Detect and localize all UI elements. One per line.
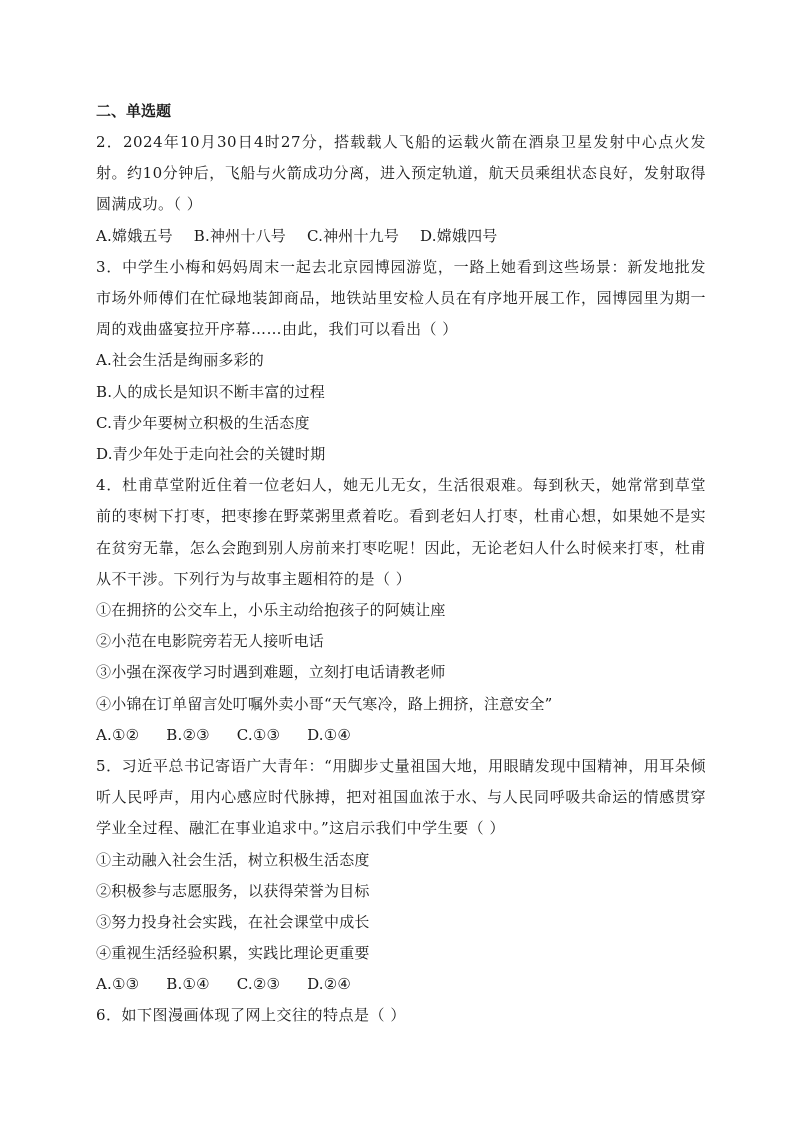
question-stem: 5．习近平总书记寄语广大青年：“用脚步丈量祖国大地，用眼睛发现中国精神，用耳朵倾听人民呼声，用内心感应时代脉搏，把对祖国血浓于水、与人民同呼吸共命运的情感贯穿学业全过程、融汇在事业追求中。”这启示我们中学生要（ ） xyxy=(96,756,706,838)
option-c[interactable]: C.①③ xyxy=(236,725,281,744)
statement-4: ④小锦在订单留言处叮嘱外卖小哥“天气寒冷，路上拥挤，注意安全” xyxy=(96,694,553,713)
statement-3: ③小强在深夜学习时遇到难题，立刻打电话请教老师 xyxy=(96,663,446,682)
question-5 xyxy=(96,751,706,1001)
options-row xyxy=(96,969,706,1000)
statement-3: ③努力投身社会实践，在社会课堂中成长 xyxy=(96,912,370,931)
option-b[interactable]: B.人的成长是知识不断丰富的过程 xyxy=(96,382,325,401)
option-d[interactable]: D.①④ xyxy=(307,725,352,744)
option-b[interactable]: B.②③ xyxy=(166,725,210,744)
question-3 xyxy=(96,252,706,470)
question-2 xyxy=(96,127,706,252)
document-page xyxy=(96,96,706,1032)
option-d[interactable]: D.②④ xyxy=(307,975,352,994)
section-title: 二、单选题 xyxy=(96,102,172,120)
option-a[interactable]: A.①② xyxy=(96,725,140,744)
option-c[interactable]: C.青少年要树立积极的生活态度 xyxy=(96,413,310,432)
statement-1: ①主动融入社会生活，树立积极生活态度 xyxy=(96,850,370,869)
question-stem: 3．中学生小梅和妈妈周末一起去北京园博园游览，一路上她看到这些场景：新发地批发市场外师傅们在忙碌地装卸商品，地铁站里安检人员在有序地开展工作，园博园里为期一周的戏曲盛宴拉开序幕……由此，我们可以看出（ ） xyxy=(96,257,706,339)
option-b[interactable]: B.①④ xyxy=(166,975,210,994)
question-stem: 4．杜甫草堂附近住着一位老妇人，她无儿无女，生活很艰难。每到秋天，她常常到草堂前的枣树下打枣，把枣掺在野菜粥里煮着吃。看到老妇人打枣，杜甫心想，如果她不是实在贫穷无靠，怎么会跑到别人房前来打枣吃呢！因此，无论老妇人什么时候来打枣，杜甫从不干涉。下列行为与故事主题相符的是（ ） xyxy=(96,476,706,588)
statement-4: ④重视生活经验积累，实践比理论更重要 xyxy=(96,944,370,963)
options-row xyxy=(96,221,706,252)
option-b[interactable]: B.神州十八号 xyxy=(193,226,286,245)
option-c[interactable]: C.神州十九号 xyxy=(306,226,400,245)
option-a[interactable]: A.嫦娥五号 xyxy=(96,226,173,245)
option-c[interactable]: C.②③ xyxy=(236,975,281,994)
question-6 xyxy=(96,1000,706,1031)
option-d[interactable]: D.青少年处于走向社会的关键时期 xyxy=(96,444,326,463)
options-row xyxy=(96,720,706,751)
statement-2: ②小范在电影院旁若无人接听电话 xyxy=(96,632,325,651)
question-4 xyxy=(96,470,706,751)
option-a[interactable]: A.①③ xyxy=(96,975,140,994)
statement-1: ①在拥挤的公交车上，小乐主动给抱孩子的阿姨让座 xyxy=(96,600,446,619)
option-d[interactable]: D.嫦娥四号 xyxy=(420,226,498,245)
question-stem: 2．2024年10月30日4时27分，搭载载人飞船的运载火箭在酒泉卫星发射中心点火发射。约10分钟后，飞船与火箭成功分离，进入预定轨道，航天员乘组状态良好，发射取得圆满成功。（ ） xyxy=(96,133,706,214)
option-a[interactable]: A.社会生活是绚丽多彩的 xyxy=(96,351,265,370)
statement-2: ②积极参与志愿服务，以获得荣誉为目标 xyxy=(96,881,370,900)
question-stem: 6．如下图漫画体现了网上交往的特点是（ ） xyxy=(96,1006,406,1025)
